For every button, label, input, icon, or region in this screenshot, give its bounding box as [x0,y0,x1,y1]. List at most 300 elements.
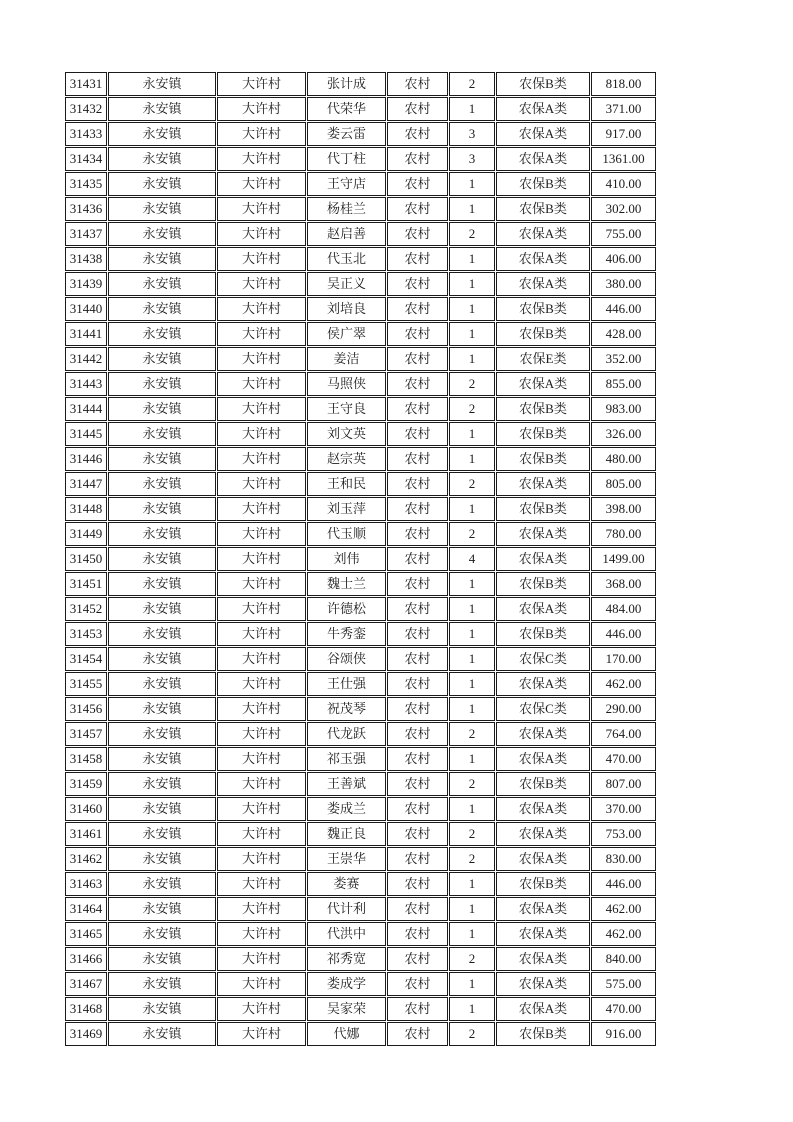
cell-count: 1 [449,972,495,996]
cell-town: 永安镇 [108,147,216,171]
cell-row-id: 31451 [65,572,107,596]
cell-village: 大许村 [217,97,306,121]
table-row [65,422,656,446]
cell-name: 张计成 [307,72,386,96]
cell-name: 祝茂琴 [307,697,386,721]
cell-count: 1 [449,97,495,121]
cell-area-type: 农村 [387,297,448,321]
cell-amount: 352.00 [591,347,656,371]
table-row [65,797,656,821]
cell-town: 永安镇 [108,647,216,671]
cell-town: 永安镇 [108,172,216,196]
cell-count: 1 [449,922,495,946]
cell-village: 大许村 [217,972,306,996]
cell-area-type: 农村 [387,1022,448,1046]
cell-row-id: 31441 [65,322,107,346]
cell-name: 代玉顺 [307,522,386,546]
cell-category: 农保A类 [496,472,590,496]
table-row [65,347,656,371]
cell-count: 2 [449,222,495,246]
cell-row-id: 31460 [65,797,107,821]
cell-count: 1 [449,422,495,446]
cell-area-type: 农村 [387,447,448,471]
cell-village: 大许村 [217,422,306,446]
cell-category: 农保B类 [496,572,590,596]
table-row [65,697,656,721]
cell-category: 农保A类 [496,97,590,121]
cell-area-type: 农村 [387,122,448,146]
cell-village: 大许村 [217,772,306,796]
cell-category: 农保C类 [496,647,590,671]
table-row [65,247,656,271]
cell-village: 大许村 [217,522,306,546]
cell-village: 大许村 [217,922,306,946]
cell-village: 大许村 [217,1022,306,1046]
cell-count: 2 [449,947,495,971]
cell-row-id: 31463 [65,872,107,896]
cell-count: 2 [449,1022,495,1046]
cell-name: 代玉北 [307,247,386,271]
cell-amount: 983.00 [591,397,656,421]
cell-amount: 462.00 [591,897,656,921]
cell-area-type: 农村 [387,997,448,1021]
cell-village: 大许村 [217,797,306,821]
cell-amount: 428.00 [591,322,656,346]
cell-row-id: 31450 [65,547,107,571]
table-row [65,647,656,671]
cell-row-id: 31437 [65,222,107,246]
cell-amount: 368.00 [591,572,656,596]
cell-village: 大许村 [217,547,306,571]
cell-area-type: 农村 [387,647,448,671]
cell-area-type: 农村 [387,222,448,246]
records-table-body [65,72,656,1046]
cell-row-id: 31442 [65,347,107,371]
cell-count: 1 [449,172,495,196]
cell-area-type: 农村 [387,547,448,571]
cell-category: 农保C类 [496,697,590,721]
cell-name: 娄成学 [307,972,386,996]
cell-name: 代丁柱 [307,147,386,171]
cell-area-type: 农村 [387,497,448,521]
cell-count: 1 [449,347,495,371]
table-row [65,722,656,746]
cell-category: 农保B类 [496,497,590,521]
cell-count: 1 [449,872,495,896]
cell-row-id: 31444 [65,397,107,421]
cell-count: 2 [449,372,495,396]
cell-area-type: 农村 [387,897,448,921]
cell-name: 刘文英 [307,422,386,446]
cell-category: 农保A类 [496,147,590,171]
cell-category: 农保A类 [496,797,590,821]
cell-name: 王仕强 [307,672,386,696]
cell-name: 王和民 [307,472,386,496]
cell-name: 魏士兰 [307,572,386,596]
cell-area-type: 农村 [387,197,448,221]
cell-row-id: 31459 [65,772,107,796]
cell-area-type: 农村 [387,672,448,696]
cell-village: 大许村 [217,447,306,471]
cell-village: 大许村 [217,222,306,246]
cell-count: 1 [449,247,495,271]
cell-category: 农保A类 [496,897,590,921]
cell-town: 永安镇 [108,347,216,371]
cell-amount: 855.00 [591,372,656,396]
cell-row-id: 31458 [65,747,107,771]
cell-village: 大许村 [217,272,306,296]
cell-category: 农保A类 [496,522,590,546]
cell-area-type: 农村 [387,747,448,771]
table-row [65,597,656,621]
cell-name: 王善斌 [307,772,386,796]
table-row [65,197,656,221]
cell-area-type: 农村 [387,772,448,796]
cell-amount: 830.00 [591,847,656,871]
cell-category: 农保B类 [496,872,590,896]
cell-category: 农保E类 [496,347,590,371]
cell-area-type: 农村 [387,822,448,846]
cell-town: 永安镇 [108,747,216,771]
cell-area-type: 农村 [387,372,448,396]
cell-village: 大许村 [217,472,306,496]
cell-area-type: 农村 [387,347,448,371]
cell-village: 大许村 [217,322,306,346]
cell-area-type: 农村 [387,147,448,171]
cell-name: 代娜 [307,1022,386,1046]
cell-name: 杨桂兰 [307,197,386,221]
cell-town: 永安镇 [108,197,216,221]
cell-count: 2 [449,472,495,496]
table-row [65,447,656,471]
cell-name: 代计利 [307,897,386,921]
cell-category: 农保A类 [496,822,590,846]
cell-name: 娄成兰 [307,797,386,821]
cell-town: 永安镇 [108,572,216,596]
cell-count: 1 [449,747,495,771]
cell-name: 王崇华 [307,847,386,871]
cell-count: 1 [449,272,495,296]
cell-row-id: 31446 [65,447,107,471]
cell-category: 农保B类 [496,297,590,321]
cell-village: 大许村 [217,197,306,221]
table-row [65,747,656,771]
cell-row-id: 31454 [65,647,107,671]
cell-amount: 380.00 [591,272,656,296]
cell-amount: 470.00 [591,997,656,1021]
cell-amount: 170.00 [591,647,656,671]
cell-amount: 840.00 [591,947,656,971]
table-row [65,322,656,346]
cell-area-type: 农村 [387,247,448,271]
cell-area-type: 农村 [387,397,448,421]
cell-count: 2 [449,822,495,846]
cell-name: 刘培良 [307,297,386,321]
cell-town: 永安镇 [108,597,216,621]
cell-name: 姜洁 [307,347,386,371]
cell-name: 祁秀宽 [307,947,386,971]
cell-town: 永安镇 [108,672,216,696]
cell-village: 大许村 [217,497,306,521]
cell-village: 大许村 [217,172,306,196]
cell-row-id: 31467 [65,972,107,996]
insurance-records-table [64,71,657,1047]
cell-name: 谷颂侠 [307,647,386,671]
cell-row-id: 31434 [65,147,107,171]
cell-area-type: 农村 [387,797,448,821]
cell-village: 大许村 [217,347,306,371]
table-row [65,822,656,846]
cell-town: 永安镇 [108,97,216,121]
cell-amount: 1499.00 [591,547,656,571]
cell-area-type: 农村 [387,72,448,96]
cell-category: 农保B类 [496,197,590,221]
cell-category: 农保A类 [496,247,590,271]
cell-row-id: 31449 [65,522,107,546]
cell-town: 永安镇 [108,72,216,96]
cell-town: 永安镇 [108,122,216,146]
table-row [65,572,656,596]
cell-area-type: 农村 [387,597,448,621]
table-row [65,872,656,896]
cell-area-type: 农村 [387,697,448,721]
cell-town: 永安镇 [108,972,216,996]
cell-amount: 398.00 [591,497,656,521]
table-row [65,222,656,246]
cell-amount: 370.00 [591,797,656,821]
cell-name: 牛秀銮 [307,622,386,646]
cell-row-id: 31435 [65,172,107,196]
cell-row-id: 31462 [65,847,107,871]
cell-area-type: 农村 [387,947,448,971]
cell-category: 农保A类 [496,922,590,946]
cell-row-id: 31469 [65,1022,107,1046]
table-row [65,297,656,321]
cell-town: 永安镇 [108,822,216,846]
cell-town: 永安镇 [108,947,216,971]
cell-village: 大许村 [217,372,306,396]
cell-village: 大许村 [217,847,306,871]
cell-name: 王守良 [307,397,386,421]
cell-count: 4 [449,547,495,571]
cell-count: 2 [449,522,495,546]
cell-town: 永安镇 [108,222,216,246]
cell-count: 2 [449,847,495,871]
table-row [65,922,656,946]
cell-town: 永安镇 [108,622,216,646]
table-row [65,397,656,421]
table-row [65,97,656,121]
table-row [65,622,656,646]
cell-name: 吴正义 [307,272,386,296]
cell-row-id: 31448 [65,497,107,521]
cell-area-type: 农村 [387,272,448,296]
cell-town: 永安镇 [108,847,216,871]
cell-amount: 470.00 [591,747,656,771]
cell-row-id: 31436 [65,197,107,221]
table-row [65,172,656,196]
cell-count: 1 [449,447,495,471]
cell-category: 农保B类 [496,422,590,446]
cell-category: 农保A类 [496,947,590,971]
cell-name: 代洪中 [307,922,386,946]
cell-town: 永安镇 [108,772,216,796]
cell-name: 刘伟 [307,547,386,571]
cell-name: 娄云雷 [307,122,386,146]
cell-count: 2 [449,772,495,796]
cell-amount: 462.00 [591,672,656,696]
cell-amount: 410.00 [591,172,656,196]
cell-count: 3 [449,147,495,171]
cell-town: 永安镇 [108,522,216,546]
cell-town: 永安镇 [108,922,216,946]
cell-category: 农保A类 [496,972,590,996]
cell-name: 代龙跃 [307,722,386,746]
cell-category: 农保A类 [496,747,590,771]
cell-category: 农保B类 [496,447,590,471]
cell-village: 大许村 [217,397,306,421]
cell-name: 许德松 [307,597,386,621]
cell-category: 农保B类 [496,322,590,346]
cell-amount: 484.00 [591,597,656,621]
cell-town: 永安镇 [108,897,216,921]
cell-town: 永安镇 [108,322,216,346]
cell-row-id: 31431 [65,72,107,96]
table-row [65,972,656,996]
cell-area-type: 农村 [387,522,448,546]
cell-amount: 371.00 [591,97,656,121]
cell-count: 1 [449,697,495,721]
cell-category: 农保A类 [496,372,590,396]
cell-town: 永安镇 [108,797,216,821]
cell-category: 农保B类 [496,622,590,646]
cell-category: 农保B类 [496,72,590,96]
cell-town: 永安镇 [108,272,216,296]
cell-name: 赵启善 [307,222,386,246]
cell-amount: 818.00 [591,72,656,96]
cell-count: 1 [449,997,495,1021]
cell-area-type: 农村 [387,322,448,346]
cell-town: 永安镇 [108,722,216,746]
cell-row-id: 31468 [65,997,107,1021]
cell-amount: 290.00 [591,697,656,721]
cell-row-id: 31432 [65,97,107,121]
table-row [65,772,656,796]
cell-village: 大许村 [217,147,306,171]
table-row [65,672,656,696]
cell-name: 祁玉强 [307,747,386,771]
cell-village: 大许村 [217,747,306,771]
cell-town: 永安镇 [108,697,216,721]
cell-row-id: 31457 [65,722,107,746]
cell-amount: 755.00 [591,222,656,246]
cell-row-id: 31440 [65,297,107,321]
table-row [65,897,656,921]
cell-amount: 575.00 [591,972,656,996]
cell-village: 大许村 [217,122,306,146]
cell-row-id: 31443 [65,372,107,396]
cell-row-id: 31439 [65,272,107,296]
cell-name: 马照侠 [307,372,386,396]
cell-count: 1 [449,622,495,646]
cell-area-type: 农村 [387,847,448,871]
cell-amount: 446.00 [591,872,656,896]
cell-town: 永安镇 [108,872,216,896]
cell-row-id: 31447 [65,472,107,496]
cell-category: 农保A类 [496,722,590,746]
cell-category: 农保A类 [496,672,590,696]
cell-category: 农保A类 [496,847,590,871]
cell-count: 2 [449,72,495,96]
cell-village: 大许村 [217,722,306,746]
cell-amount: 764.00 [591,722,656,746]
cell-town: 永安镇 [108,297,216,321]
cell-village: 大许村 [217,897,306,921]
cell-count: 1 [449,572,495,596]
cell-town: 永安镇 [108,447,216,471]
table-row [65,147,656,171]
cell-amount: 446.00 [591,622,656,646]
table-row [65,372,656,396]
cell-area-type: 农村 [387,422,448,446]
cell-amount: 780.00 [591,522,656,546]
table-row [65,522,656,546]
cell-amount: 406.00 [591,247,656,271]
cell-village: 大许村 [217,697,306,721]
table-row [65,472,656,496]
cell-amount: 805.00 [591,472,656,496]
cell-town: 永安镇 [108,997,216,1021]
cell-name: 吴家荣 [307,997,386,1021]
cell-area-type: 农村 [387,722,448,746]
cell-amount: 917.00 [591,122,656,146]
cell-area-type: 农村 [387,472,448,496]
cell-amount: 916.00 [591,1022,656,1046]
cell-town: 永安镇 [108,1022,216,1046]
cell-count: 1 [449,297,495,321]
cell-area-type: 农村 [387,572,448,596]
cell-category: 农保A类 [496,122,590,146]
cell-count: 2 [449,397,495,421]
cell-village: 大许村 [217,597,306,621]
cell-amount: 807.00 [591,772,656,796]
cell-category: 农保A类 [496,272,590,296]
table-row [65,847,656,871]
cell-count: 1 [449,197,495,221]
cell-count: 1 [449,322,495,346]
table-row [65,547,656,571]
cell-village: 大许村 [217,822,306,846]
cell-area-type: 农村 [387,922,448,946]
cell-village: 大许村 [217,997,306,1021]
cell-row-id: 31456 [65,697,107,721]
cell-area-type: 农村 [387,97,448,121]
cell-row-id: 31438 [65,247,107,271]
cell-village: 大许村 [217,947,306,971]
cell-category: 农保B类 [496,772,590,796]
cell-count: 2 [449,722,495,746]
cell-count: 1 [449,597,495,621]
cell-category: 农保A类 [496,997,590,1021]
cell-category: 农保A类 [496,222,590,246]
cell-count: 1 [449,797,495,821]
cell-name: 娄赛 [307,872,386,896]
cell-town: 永安镇 [108,547,216,571]
cell-category: 农保A类 [496,597,590,621]
cell-area-type: 农村 [387,872,448,896]
cell-amount: 462.00 [591,922,656,946]
cell-village: 大许村 [217,647,306,671]
